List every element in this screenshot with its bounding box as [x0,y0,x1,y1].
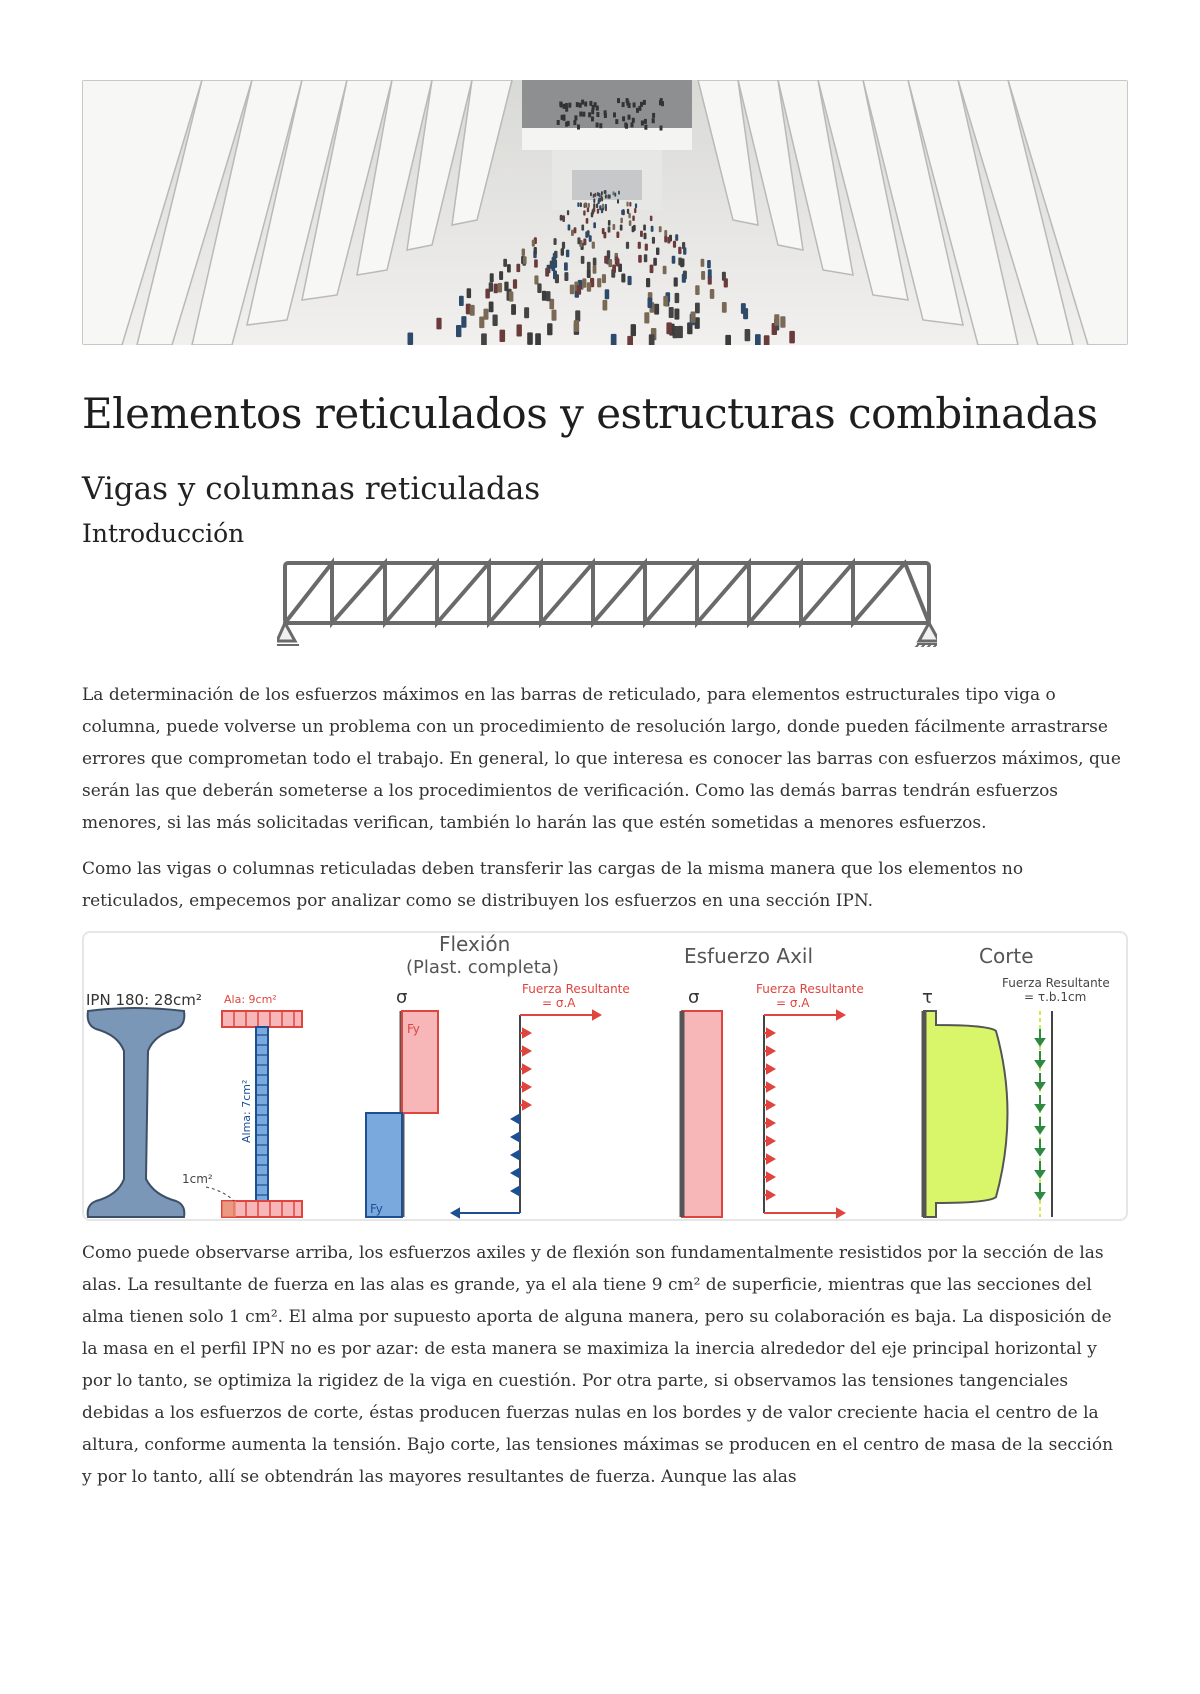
fuerza-resultante-corte: Fuerza Resultante [1002,976,1110,990]
eq-flexion: = σ.A [542,996,576,1010]
fuerza-resultante-flexion: Fuerza Resultante [522,982,630,996]
fy-top-label: Fy [407,1022,420,1036]
truss-diagram [277,555,937,647]
ipn-profile-shape [88,1008,185,1217]
paragraph-intro: La determinación de los esfuerzos máximos en las barras de reticulado, para elementos estructurales tipo viga o columna, puede volverse un problema con un procedimiento de resolución largo, donde pueden fácilmente arrastrarse errores que comprometan todo el trabajo. En general, lo que interesa es conocer las barras con esfuerzos máximos, que serán las que deberán someterse a los procedimientos de verificación. Como las demás barras tendrán esfuerzos menores, si las más solicitadas verifican, también lo harán las que estén sometidas a menores esfuerzos. [82,685,1121,833]
small-area-label: 1cm² [182,1172,213,1186]
alma-label: Alma: 7cm² [240,1079,253,1143]
fuerza-resultante-axil: Fuerza Resultante [756,982,864,996]
eq-corte: = τ.b.1cm [1024,990,1087,1004]
subsection-title: Introducción [82,519,245,548]
eq-axil: = σ.A [776,996,810,1010]
section-title: Vigas y columnas reticuladas [82,471,541,507]
fy-bottom-label: Fy [370,1202,383,1216]
axil-title: Esfuerzo Axil [684,944,814,968]
flexion-subtitle: (Plast. completa) [406,957,559,978]
sigma-axil: σ [688,987,700,1008]
ipn-label: IPN 180: 28cm² [86,991,202,1009]
paragraph-ipn: Como las vigas o columnas reticuladas deben transferir las cargas de la misma manera que los elementos no reticulados, empecemos por analizar como se distribuyen los esfuerzos en una sección IPN. [82,859,1024,911]
page-title: Elementos reticulados y estructuras combinadas [82,389,1098,438]
paragraph-analysis: Como puede observarse arriba, los esfuerzos axiles y de flexión son fundamentalmente resistidos por la sección de las alas. La resultante de fuerza en las alas es grande, ya el ala tiene 9 cm² de superficie, mientras que las secciones del alma tienen solo 1 cm². El alma por supuesto aporta de alguna manera, pero su colaboración es baja. La disposición de la masa en el perfil IPN no es por azar: de esta manera se maximiza la inercia alrededor del eje principal horizontal y por lo tanto, se optimiza la rigidez de la viga en cuestión. Por otra parte, si observamos las tensiones tangenciales debidas a los esfuerzos de corte, éstas producen fuerzas nulas en los bordes y de valor creciente hacia el centro de la altura, conforme aumenta la tensión. Bajo corte, las tensiones máximas se producen en el centro de masa de la sección y por lo tanto, allí se obtendrán las mayores resultantes de fuerza. Aunque las alas [82,1243,1114,1487]
tau-corte: τ [922,987,933,1008]
corte-title: Corte [979,944,1034,968]
ala-label: Ala: 9cm² [224,993,277,1006]
stress-distribution-figure [82,931,1128,1221]
cover-image [82,80,1128,345]
flexion-title: Flexión [439,933,511,956]
sigma-flexion: σ [396,987,408,1008]
document-page [82,80,1128,1493]
